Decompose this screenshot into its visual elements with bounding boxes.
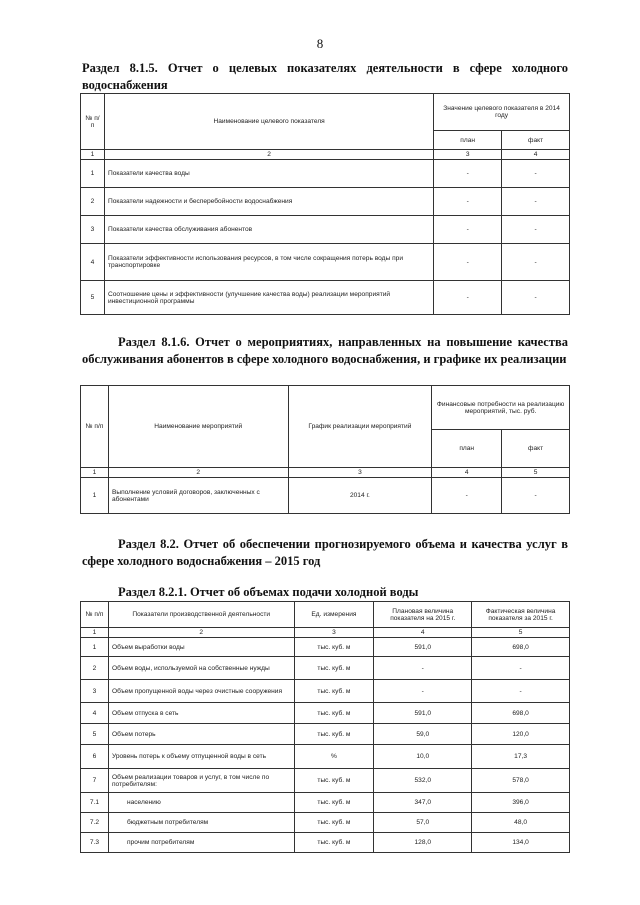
col-number: 2	[104, 150, 433, 160]
col-header-fact: факт	[502, 430, 570, 468]
row-name: Объем воды, используемой на собственные нужды	[108, 657, 294, 680]
page-number: 8	[316, 36, 324, 51]
row-plan: -	[434, 244, 502, 281]
row-plan: 591,0	[374, 638, 472, 657]
col-number: 4	[374, 628, 472, 638]
row-plan: 591,0	[374, 703, 472, 724]
row-name: Показатели качества воды	[104, 160, 433, 188]
table-row	[81, 813, 570, 833]
table-row	[81, 160, 570, 188]
row-name: Показатели качества обслуживания абонентов	[104, 216, 433, 244]
row-num: 7	[81, 769, 109, 793]
row-plan: 59,0	[374, 724, 472, 745]
row-num: 5	[81, 724, 109, 745]
row-unit: тыс. куб. м	[294, 813, 374, 833]
row-name: Объем отпуска в сеть	[108, 703, 294, 724]
col-number: 3	[288, 468, 432, 478]
row-plan: 347,0	[374, 793, 472, 813]
row-unit: тыс. куб. м	[294, 638, 374, 657]
col-header-num: № п/п	[81, 94, 105, 150]
row-fact: 17,3	[472, 745, 570, 769]
section-8-2-title: Раздел 8.2. Отчет об обеспечении прогнозируемого объема и качества услуг в сфере холодного водоснабжения – 2015 год	[82, 537, 568, 568]
table-row	[81, 638, 570, 657]
section-8-2-1-title: Раздел 8.2.1. Отчет об объемах подачи холодной воды	[118, 585, 419, 599]
row-num: 3	[81, 680, 109, 703]
row-name: Выполнение условий договоров, заключенных с абонентами	[108, 478, 288, 514]
table-row	[81, 244, 570, 281]
table-row	[81, 188, 570, 216]
row-unit: тыс. куб. м	[294, 833, 374, 853]
column-numbers-row	[81, 468, 570, 478]
row-fact: 578,0	[472, 769, 570, 793]
row-fact: -	[502, 244, 570, 281]
measures-table	[80, 385, 570, 514]
col-number: 2	[108, 468, 288, 478]
column-numbers-row	[81, 150, 570, 160]
row-name: Уровень потерь к объему отпущенной воды в сеть	[108, 745, 294, 769]
row-num: 4	[81, 244, 105, 281]
row-name: Объем выработки воды	[108, 638, 294, 657]
table-row	[81, 657, 570, 680]
row-num: 7.3	[81, 833, 109, 853]
row-num: 1	[81, 638, 109, 657]
row-unit: тыс. куб. м	[294, 793, 374, 813]
col-number: 4	[502, 150, 570, 160]
table-row	[81, 833, 570, 853]
row-fact: -	[502, 281, 570, 315]
col-number: 1	[81, 468, 109, 478]
row-name: бюджетным потребителям	[108, 813, 294, 833]
row-num: 7.1	[81, 793, 109, 813]
column-numbers-row	[81, 628, 570, 638]
col-header-num: № п/п	[81, 386, 109, 468]
col-header-fact: Фактическая величина показателя за 2015 г.	[472, 602, 570, 628]
table-row	[81, 216, 570, 244]
row-fact: 134,0	[472, 833, 570, 853]
row-plan: -	[434, 160, 502, 188]
col-header-unit: Ед. измерения	[294, 602, 374, 628]
row-fact: 698,0	[472, 703, 570, 724]
row-num: 1	[81, 160, 105, 188]
row-name: населению	[108, 793, 294, 813]
row-plan: 10,0	[374, 745, 472, 769]
row-plan: -	[434, 216, 502, 244]
col-header-schedule: График реализации мероприятий	[288, 386, 432, 468]
table-row	[81, 478, 570, 514]
row-fact: -	[472, 680, 570, 703]
table-row	[81, 769, 570, 793]
target-indicators-table	[80, 93, 570, 315]
row-fact: 120,0	[472, 724, 570, 745]
row-plan: -	[434, 281, 502, 315]
row-num: 1	[81, 478, 109, 514]
row-name: Показатели эффективности использования ресурсов, в том числе сокращения потерь воды при транспортировке	[104, 244, 433, 281]
row-name: Объем потерь	[108, 724, 294, 745]
col-number: 5	[502, 468, 570, 478]
col-header-finance-group: Финансовые потребности на реализацию мероприятий, тыс. руб.	[432, 386, 570, 430]
table-row	[81, 281, 570, 315]
col-header-plan: план	[434, 131, 502, 150]
row-fact: -	[502, 160, 570, 188]
col-number: 1	[81, 150, 105, 160]
row-name: прочим потребителям	[108, 833, 294, 853]
row-num: 2	[81, 657, 109, 680]
row-fact: 396,0	[472, 793, 570, 813]
row-plan: 57,0	[374, 813, 472, 833]
row-fact: -	[502, 478, 570, 514]
row-unit: тыс. куб. м	[294, 657, 374, 680]
row-plan: 128,0	[374, 833, 472, 853]
table-row	[81, 745, 570, 769]
row-unit: %	[294, 745, 374, 769]
row-num: 5	[81, 281, 105, 315]
section-8-1-6-title: Раздел 8.1.6. Отчет о мероприятиях, направленных на повышение качества обслуживания абонентов в сфере холодного водоснабжения, и графике их реализации	[82, 335, 568, 366]
table-row	[81, 703, 570, 724]
col-number: 3	[294, 628, 374, 638]
row-plan: -	[432, 478, 502, 514]
col-number: 1	[81, 628, 109, 638]
water-supply-volumes-table	[80, 601, 570, 853]
row-unit: тыс. куб. м	[294, 724, 374, 745]
col-number: 4	[432, 468, 502, 478]
row-name: Показатели надежности и бесперебойности водоснабжения	[104, 188, 433, 216]
row-name: Соотношение цены и эффективности (улучшение качества воды) реализации мероприятий инвестиционной программы	[104, 281, 433, 315]
table-row	[81, 680, 570, 703]
row-plan: -	[434, 188, 502, 216]
col-number: 5	[472, 628, 570, 638]
col-header-num: № п/п	[81, 602, 109, 628]
row-fact: 48,0	[472, 813, 570, 833]
row-name: Объем реализации товаров и услуг, в том числе по потребителям:	[108, 769, 294, 793]
row-name: Объем пропущенной воды через очистные сооружения	[108, 680, 294, 703]
col-header-fact: факт	[502, 131, 570, 150]
section-8-1-5-title: Раздел 8.1.5. Отчет о целевых показателях деятельности в сфере холодного водоснабжения	[82, 61, 568, 92]
row-unit: тыс. куб. м	[294, 769, 374, 793]
row-plan: -	[374, 680, 472, 703]
row-fact: -	[502, 216, 570, 244]
row-plan: -	[374, 657, 472, 680]
col-header-value-group: Значение целевого показателя в 2014 году	[434, 94, 570, 131]
row-unit: тыс. куб. м	[294, 703, 374, 724]
table-row	[81, 793, 570, 813]
col-number: 3	[434, 150, 502, 160]
table-row	[81, 724, 570, 745]
row-num: 2	[81, 188, 105, 216]
row-num: 4	[81, 703, 109, 724]
col-header-name: Наименование мероприятий	[108, 386, 288, 468]
row-plan: 532,0	[374, 769, 472, 793]
col-header-plan: план	[432, 430, 502, 468]
row-num: 7.2	[81, 813, 109, 833]
row-num: 3	[81, 216, 105, 244]
row-unit: тыс. куб. м	[294, 680, 374, 703]
col-header-name: Наименование целевого показателя	[104, 94, 433, 150]
col-number: 2	[108, 628, 294, 638]
row-num: 6	[81, 745, 109, 769]
row-schedule: 2014 г.	[288, 478, 432, 514]
col-header-name: Показатели производственной деятельности	[108, 602, 294, 628]
col-header-plan: Плановая величина показателя на 2015 г.	[374, 602, 472, 628]
row-fact: -	[472, 657, 570, 680]
row-fact: -	[502, 188, 570, 216]
row-fact: 698,0	[472, 638, 570, 657]
